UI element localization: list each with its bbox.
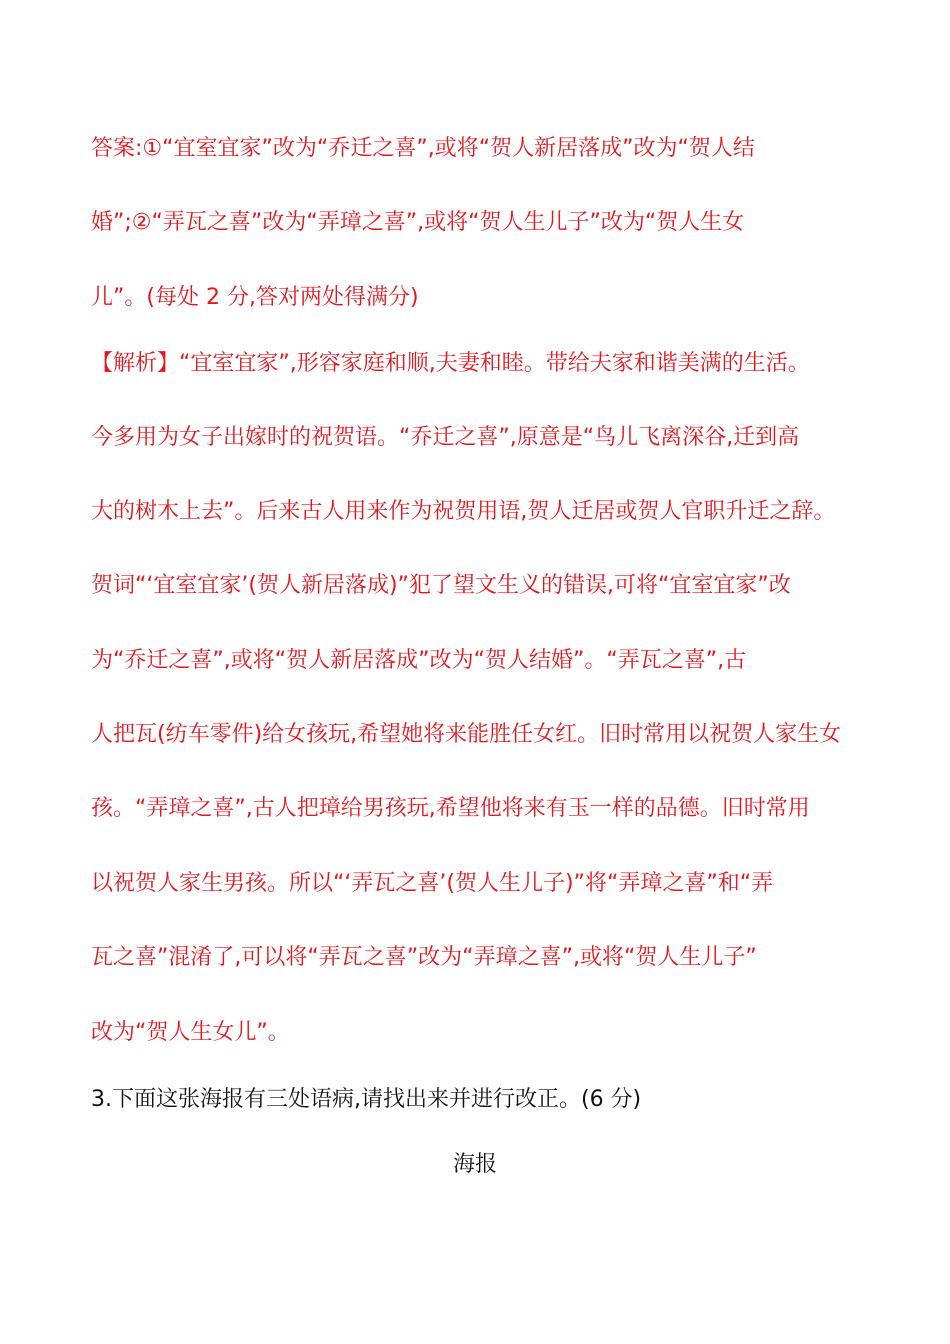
- answer-line-1: 答案:①“宜室宜家”改为“乔迁之喜”,或将“贺人新居落成”改为“贺人结: [91, 136, 755, 161]
- analysis-line-10: 改为“贺人生女儿”。: [91, 1020, 290, 1045]
- analysis-line-5: 为“乔迁之喜”,或将“贺人新居落成”改为“贺人结婚”。“弄瓦之喜”,古: [91, 648, 747, 673]
- analysis-line-2: 今多用为女子出嫁时的祝贺语。“乔迁之喜”,原意是“鸟儿飞离深谷,迁到高: [91, 425, 800, 450]
- poster-title: 海报: [452, 1152, 497, 1177]
- answer-line-3: 儿”。(每处 2 分,答对两处得满分): [91, 285, 419, 310]
- analysis-line-9: 瓦之喜”混淆了,可以将“弄瓦之喜”改为“弄璋之喜”,或将“贺人生儿子”: [91, 945, 757, 970]
- answer-line-2: 婚”;②“弄瓦之喜”改为“弄璋之喜”,或将“贺人生儿子”改为“贺人生女: [91, 210, 745, 235]
- question-3: 3.下面这张海报有三处语病,请找出来并进行改正。(6 分): [91, 1087, 642, 1112]
- analysis-line-4: 贺词“‘宜室宜家’(贺人新居落成)”犯了望文生义的错误,可将“宜室宜家”改: [91, 573, 791, 598]
- analysis-line-3: 大的树木上去”。后来古人用来作为祝贺用语,贺人迁居或贺人官职升迁之辞。: [91, 499, 836, 524]
- analysis-line-1: 【解析】“宜室宜家”,形容家庭和顺,夫妻和睦。带给夫家和谐美满的生活。: [91, 351, 810, 376]
- analysis-line-7: 孩。“弄璋之喜”,古人把璋给男孩玩,希望他将来有玉一样的品德。旧时常用: [91, 796, 810, 821]
- analysis-line-6: 人把瓦(纺车零件)给女孩玩,希望她将来能胜任女红。旧时常用以祝贺人家生女: [91, 722, 842, 747]
- analysis-line-8: 以祝贺人家生男孩。所以“‘弄瓦之喜’(贺人生儿子)”将“弄璋之喜”和“弄: [91, 871, 774, 896]
